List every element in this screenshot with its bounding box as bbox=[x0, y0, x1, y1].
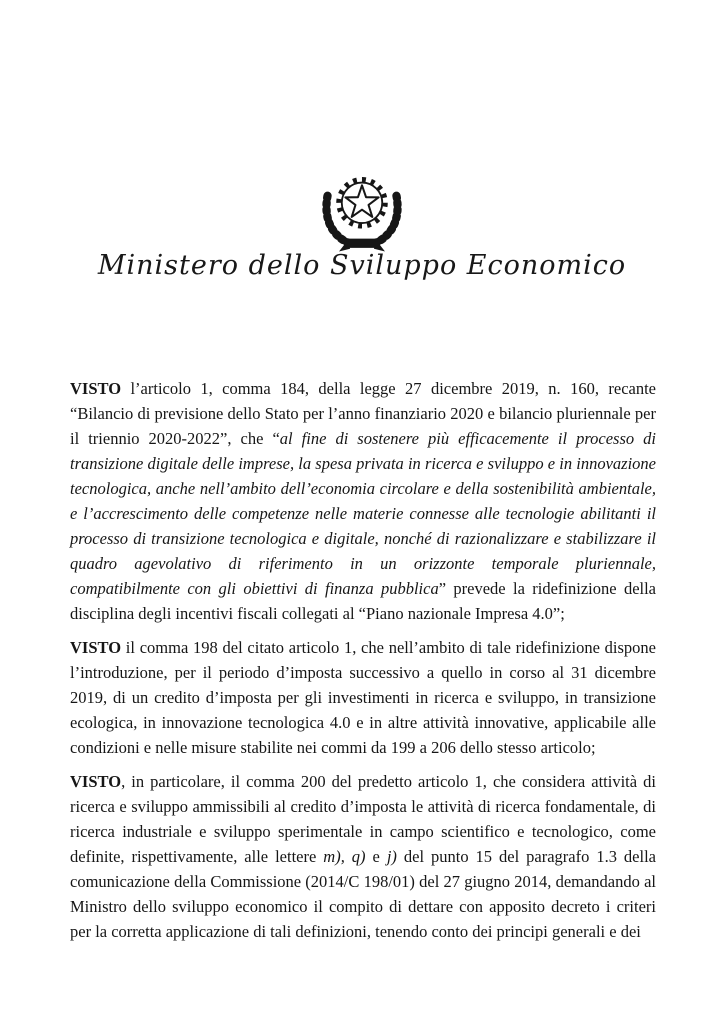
text-run: del punto 15 del paragrafo 1.3 della comunicazione della Commissione (2014/C 198/01) del 27 giugno 2014, demandando al Ministro dello sviluppo economico il compito di dettare con apposito decreto i criteri per la corretta applicazione di tali definizioni, tenendo conto dei principi generali e dei bbox=[70, 847, 656, 941]
text-run: l’articolo 1, comma 184, della legge 27 dicembre 2019, n. 160, recante “Bilancio di previsione dello Stato per l’anno finanziario 2020 e bilancio pluriennale per il triennio 2020-2022”, che “ bbox=[70, 379, 656, 448]
text-run: , in particolare, il comma 200 del predetto articolo 1, che considera attività di ricerca e sviluppo ammissibili al credito d’imposta le attività di ricerca fondamentale, di ricerca industriale e sviluppo sperimentale in campo scientifico e tecnologico, come definite, rispettivamente, alle lettere bbox=[70, 772, 656, 866]
text-run: ” prevede la ridefinizione della disciplina degli incentivi fiscali collegati al “Piano nazionale Impresa 4.0”; bbox=[70, 579, 657, 623]
text-run: il comma 198 del citato articolo 1, che nell’ambito di tale ridefinizione dispone l’introduzione, per il periodo d’imposta successivo a quello in corso al 31 dicembre 2019, di un credito d’imposta per gli investimenti in ricerca e sviluppo, in transizione ecologica, in innovazione tecnologica 4.0 e in altre attività innovative, applicabile alle condizioni e nelle misure stabilite nei commi da 199 a 206 dello stesso articolo; bbox=[70, 638, 656, 757]
text-run: j) bbox=[386, 847, 397, 866]
text-run: VISTO bbox=[70, 638, 122, 657]
text-run: e bbox=[365, 847, 387, 866]
text-run: VISTO bbox=[70, 772, 122, 791]
text-run: VISTO bbox=[70, 379, 122, 398]
ministry-title: Ministero dello Sviluppo Economico bbox=[97, 250, 627, 281]
paragraph bbox=[70, 635, 656, 760]
text-run: al fine di sostenere più efficacemente il processo di transizione digitale delle imprese, la spesa privata in ricerca e sviluppo e in innovazione tecnologica, anche nell’ambito dell’economia circolare e della sostenibilità ambientale, e l’accrescimento delle competenze nelle materie connesse alle tecnologie abilitanti il processo di transizione tecnologica e digitale, nonché di razionalizzare e stabilizzare il quadro agevolativo di riferimento in un orizzonte temporale pluriennale, compatibilmente con gli obiettivi di finanza pubblica bbox=[70, 429, 657, 598]
paragraph bbox=[70, 769, 656, 944]
paragraph bbox=[70, 376, 656, 626]
document-body bbox=[70, 376, 656, 953]
text-run: m), q) bbox=[323, 847, 366, 866]
emblem-of-italy-icon bbox=[306, 166, 418, 258]
